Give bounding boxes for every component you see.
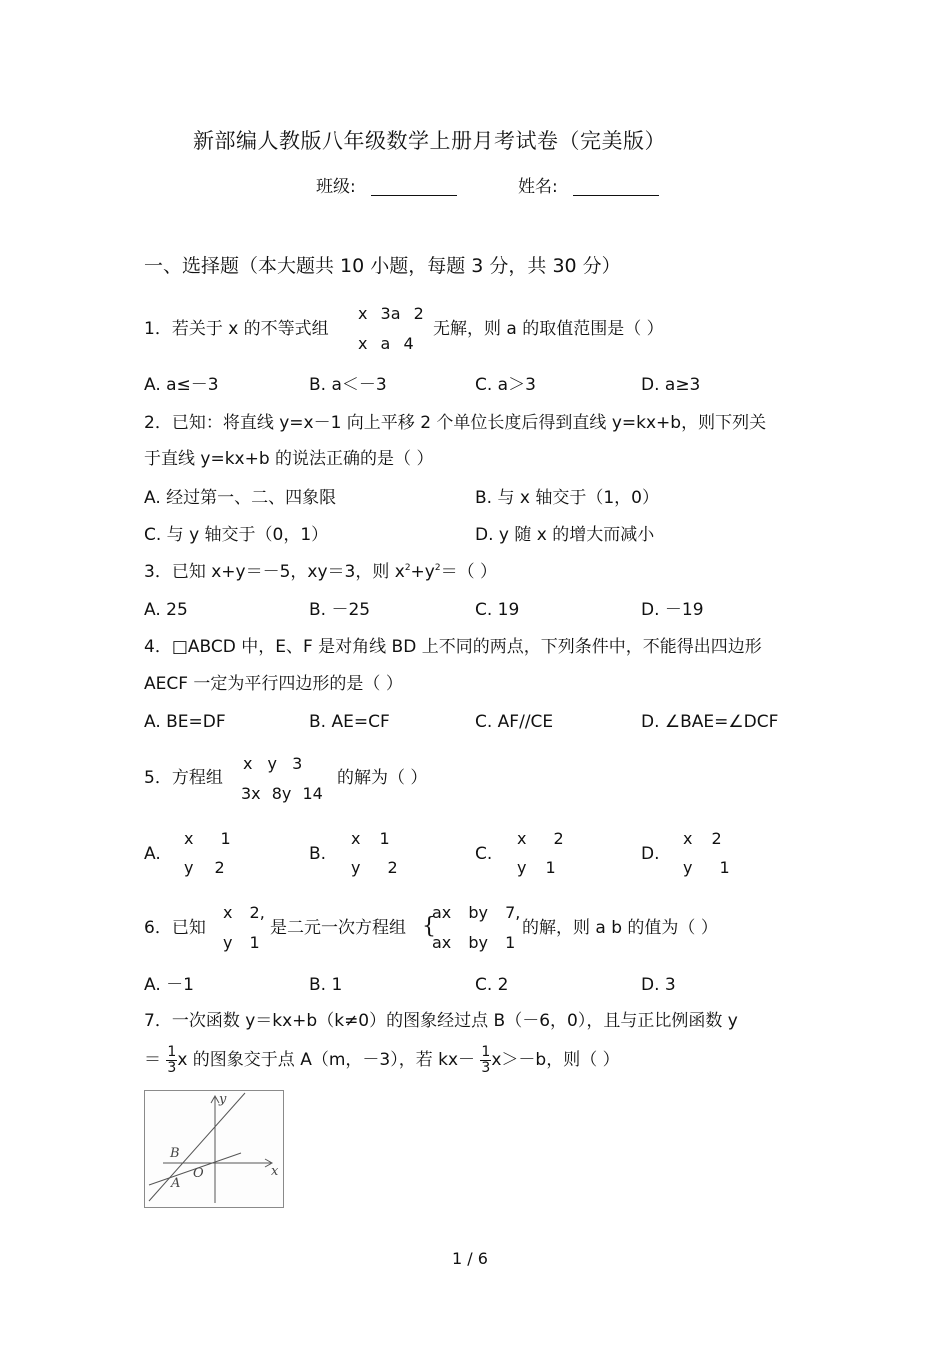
class-field: [316, 178, 457, 196]
q4-line1: 4．□ABCD 中，E、F 是对角线 BD 上不同的两点，下列条件中，不能得出四边形: [144, 637, 762, 657]
q6-solution-row2: y 1: [223, 933, 260, 952]
q7-graph-figure: [144, 1090, 284, 1208]
q6-system-row2: ax by 1: [432, 933, 516, 952]
q1-system-row2: x a 4: [358, 334, 414, 353]
q7-frac2-den: 3: [481, 1059, 491, 1076]
q5-option-b-row2: y 2: [351, 858, 398, 877]
q4-option-a: A. BE=DF: [144, 712, 226, 732]
label-b: B: [170, 1146, 180, 1161]
q5-option-b-row1: x 1: [351, 829, 390, 848]
label-a: A: [171, 1176, 181, 1191]
q2-option-b: B. 与 x 轴交于（1，0）: [475, 488, 659, 508]
q7-line2: [144, 1045, 620, 1075]
q7-line2-c: x＞－b，则（ ）: [491, 1050, 620, 1071]
q5-option-d-row2: y 1: [683, 858, 730, 877]
q7-fraction-2: [480, 1045, 491, 1075]
q5-option-a-row2: y 2: [184, 858, 225, 877]
q7-frac1-den: 3: [167, 1059, 177, 1076]
q1-option-b: B. a＜－3: [309, 375, 387, 395]
name-blank: [573, 178, 659, 196]
q7-graph-svg: [145, 1091, 283, 1207]
q5-tail: 的解为（ ）: [337, 768, 428, 788]
label-x: x: [271, 1164, 279, 1179]
q5-system-row2: 3x 8y 14: [241, 784, 323, 803]
q6-brace: {: [422, 914, 436, 939]
q1-system-row1: x 3a 2: [358, 304, 424, 323]
q3-stem-c: ＝（ ）: [440, 562, 497, 582]
q5-option-c-row2: y 1: [517, 858, 556, 877]
q3-exp1: 2: [404, 563, 411, 573]
q3-stem-a: 3．已知 x+y＝－5，xy＝3，则 x: [144, 562, 405, 582]
q4-option-d: D. ∠BAE=∠DCF: [641, 712, 779, 732]
q5-option-b: B.: [309, 844, 327, 864]
name-field: [518, 178, 659, 196]
q6-option-d: D. 3: [641, 975, 676, 995]
q1-option-d: D. a≥3: [641, 375, 701, 395]
q2-option-a: A. 经过第一、二、四象限: [144, 488, 337, 508]
q6-mid: 是二元一次方程组: [270, 918, 406, 938]
section-heading: 一、选择题（本大题共 10 小题，每题 3 分，共 30 分）: [144, 255, 621, 277]
q2-line2: 于直线 y=kx+b 的说法正确的是（ ）: [144, 449, 434, 469]
q3-exp2: 2: [434, 563, 441, 573]
q4-option-c: C. AF//CE: [475, 712, 554, 732]
q3-stem: [144, 564, 497, 581]
q7-line1: 7．一次函数 y＝kx+b（k≠0）的图象经过点 B（－6，0），且与正比例函数 y: [144, 1011, 738, 1031]
q3-option-d: D. －19: [641, 600, 704, 620]
q4-line2: AECF 一定为平行四边形的是（ ）: [144, 674, 403, 694]
q2-option-d: D. y 随 x 的增大而减小: [475, 525, 655, 545]
q3-stem-b: +y: [410, 562, 435, 582]
q6-option-a: A. －1: [144, 975, 194, 995]
label-y: y: [219, 1092, 227, 1107]
q6-option-c: C. 2: [475, 975, 509, 995]
q6-stem: 6．已知: [144, 918, 206, 938]
label-o: O: [193, 1166, 204, 1181]
q7-fraction-1: [166, 1045, 177, 1075]
q7-frac1-num: 1: [167, 1044, 177, 1060]
q6-tail: 的解，则 a b 的值为（ ）: [522, 918, 718, 938]
q6-solution-row1: x 2,: [223, 903, 265, 922]
q1-tail: 无解，则 a 的取值范围是（ ）: [433, 319, 664, 339]
q1-option-a: A. a≤－3: [144, 375, 219, 395]
q7-line2-b: x 的图象交于点 A（m，－3），若 kx－: [177, 1050, 476, 1071]
q5-option-d: D.: [641, 844, 660, 864]
line-y-kx-b: [149, 1093, 245, 1201]
q2-option-c: C. 与 y 轴交于（0，1）: [144, 525, 329, 545]
page-number: 1 / 6: [452, 1249, 488, 1268]
q1-stem: 1．若关于 x 的不等式组: [144, 319, 329, 339]
q2-line1: 2．已知：将直线 y=x－1 向上平移 2 个单位长度后得到直线 y=kx+b，则下列关: [144, 413, 767, 433]
q5-system-row1: x y 3: [243, 754, 303, 773]
q7-equals: ＝: [144, 1050, 161, 1071]
q6-system-row1: ax by 7,: [432, 903, 521, 922]
q1-option-c: C. a＞3: [475, 375, 536, 395]
name-label: 姓名:: [518, 177, 558, 197]
q3-option-c: C. 19: [475, 600, 520, 620]
q4-option-b: B. AE=CF: [309, 712, 390, 732]
page-title: 新部编人教版八年级数学上册月考试卷（完美版）: [193, 129, 666, 153]
q5-stem: 5．方程组: [144, 768, 223, 788]
q5-option-d-row1: x 2: [683, 829, 722, 848]
class-label: 班级:: [316, 177, 356, 197]
q3-option-a: A. 25: [144, 600, 188, 620]
q5-option-c: C.: [475, 844, 493, 864]
q5-option-a-row1: x 1: [184, 829, 231, 848]
q3-option-b: B. －25: [309, 600, 371, 620]
q6-option-b: B. 1: [309, 975, 343, 995]
q7-frac2-num: 1: [481, 1044, 491, 1060]
q5-option-a: A.: [144, 844, 161, 864]
class-blank: [371, 178, 457, 196]
q5-option-c-row1: x 2: [517, 829, 564, 848]
